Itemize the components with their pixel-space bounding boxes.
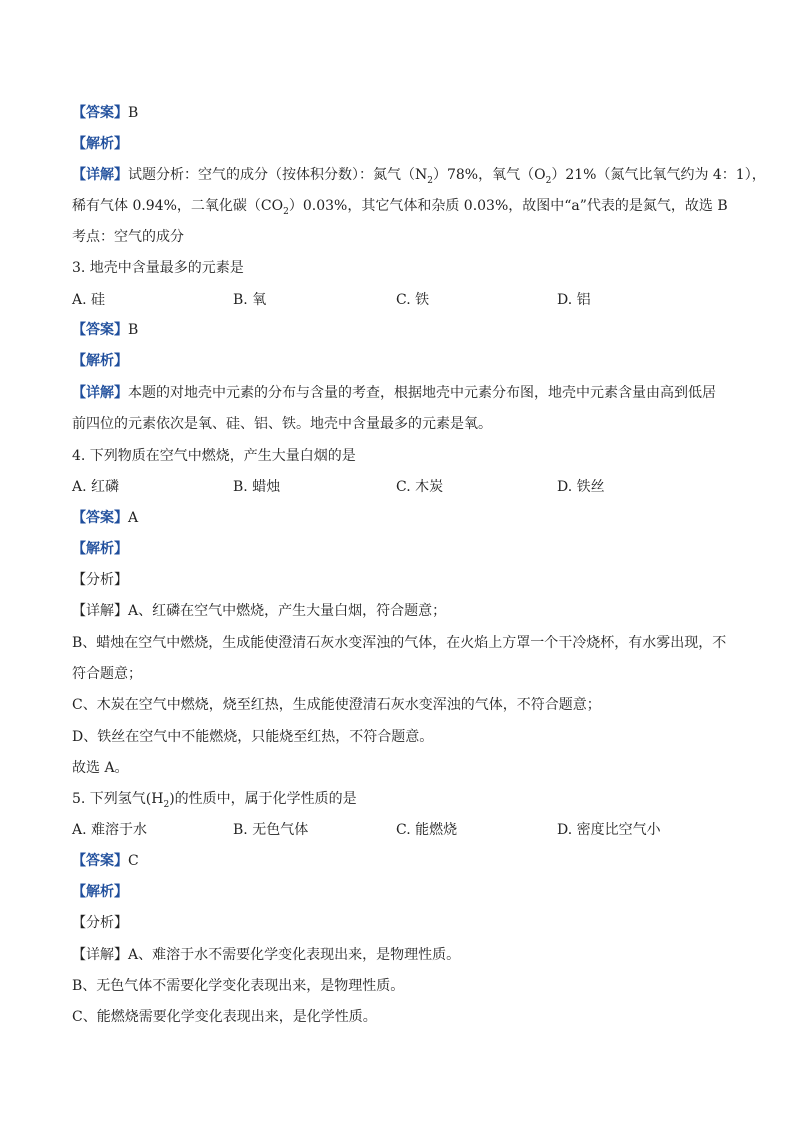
answer-tag: 【答案】 xyxy=(72,510,128,526)
detail-tag: 【详解】 xyxy=(72,947,128,963)
q5-detail-c: C、能燃烧需要化学变化表现出来，是化学性质。 xyxy=(72,1009,377,1025)
q3-option-c: C. 铁 xyxy=(396,292,430,308)
q3-option-b: B. 氧 xyxy=(233,292,267,308)
q3-option-d: D. 铝 xyxy=(557,292,591,308)
q4-option-d: D. 铁丝 xyxy=(557,479,605,495)
q5-analysis-heading: 【解析】 xyxy=(72,884,128,900)
q2-detail-line-2: 稀有气体 0.94%，二氧化碳$(CO_2)0.03\%$，其它气体和杂质 0.03%，故图中“a”代表的是氮气，故选 B xyxy=(72,198,728,217)
q5-fenxi-heading: 【分析】 xyxy=(72,915,128,931)
q5-detail-b: B、无色气体不需要化学变化表现出来，是物理性质。 xyxy=(72,978,405,994)
q4-answer-line xyxy=(72,508,138,528)
q4-detail-b-line-1: B、蜡烛在空气中燃烧，生成能使澄清石灰水变浑浊的气体，在火焰上方罩一个干冷烧杯，有水雾出现，不 xyxy=(72,635,727,651)
q3-detail-line-2: 前四位的元素依次是氧、硅、铝、铁。地壳中含量最多的元素是氧。 xyxy=(72,416,492,432)
q2-answer-line xyxy=(72,103,138,123)
detail-tag: 【详解】 xyxy=(72,603,128,619)
q3-option-a: A. 硅 xyxy=(72,292,106,308)
q4-conclusion: 故选 A。 xyxy=(72,760,129,776)
q5-option-a: A. 难溶于水 xyxy=(72,822,148,838)
answer-value: C xyxy=(128,853,139,869)
answer-value: B xyxy=(128,105,139,121)
q5-detail-a: 【详解】A、难溶于水不需要化学变化表现出来，是物理性质。 xyxy=(72,947,461,963)
q5-answer-line xyxy=(72,851,139,871)
q4-option-c: C. 木炭 xyxy=(396,479,444,495)
q3-detail-line-1: 【详解】本题的对地壳中元素的分布与含量的考查，根据地壳中元素分布图，地壳中元素含量由高到低居 xyxy=(72,385,716,401)
answer-tag: 【答案】 xyxy=(72,322,128,338)
q4-fenxi-heading: 【分析】 xyxy=(72,572,128,588)
detail-tag: 【详解】 xyxy=(72,167,128,183)
q4-detail-c: C、木炭在空气中燃烧，烧至红热，生成能使澄清石灰水变浑浊的气体，不符合题意； xyxy=(72,697,601,713)
q4-analysis-heading: 【解析】 xyxy=(72,541,128,557)
detail-tag: 【详解】 xyxy=(72,385,128,401)
q5-option-c: C. 能燃烧 xyxy=(396,822,458,838)
q4-detail-a: 【详解】A、红磷在空气中燃烧，产生大量白烟，符合题意； xyxy=(72,603,447,619)
q3-answer-line xyxy=(72,320,138,340)
q3-analysis-heading: 【解析】 xyxy=(72,353,128,369)
q5-option-b: B. 无色气体 xyxy=(233,822,309,838)
answer-value: B xyxy=(128,322,139,338)
q2-analysis-heading: 【解析】 xyxy=(72,136,128,152)
q2-detail-line-1: 【详解】试题分析：空气的成分（按体积分数）：氮气$(N_2)78\%$，氧气$(O_2)21\%$（氮气比氧气约为 4：1）， xyxy=(72,167,766,186)
answer-tag: 【答案】 xyxy=(72,853,128,869)
answer-tag: 【答案】 xyxy=(72,105,128,121)
q4-detail-d: D、铁丝在空气中不能燃烧，只能烧至红热，不符合题意。 xyxy=(72,729,434,745)
q5-stem: 5. 下列氢气$(H_2)$的性质中，属于化学性质的是 xyxy=(72,791,357,810)
q4-detail-b-line-2: 符合题意； xyxy=(72,666,142,682)
q2-exam-point: 考点：空气的成分 xyxy=(72,229,184,245)
answer-value: A xyxy=(128,510,139,526)
q4-option-b: B. 蜡烛 xyxy=(233,479,281,495)
q4-option-a: A. 红磷 xyxy=(72,479,120,495)
q5-option-d: D. 密度比空气小 xyxy=(557,822,661,838)
q4-stem: 4. 下列物质在空气中燃烧，产生大量白烟的是 xyxy=(72,448,356,464)
q3-stem: 3. 地壳中含量最多的元素是 xyxy=(72,260,244,276)
